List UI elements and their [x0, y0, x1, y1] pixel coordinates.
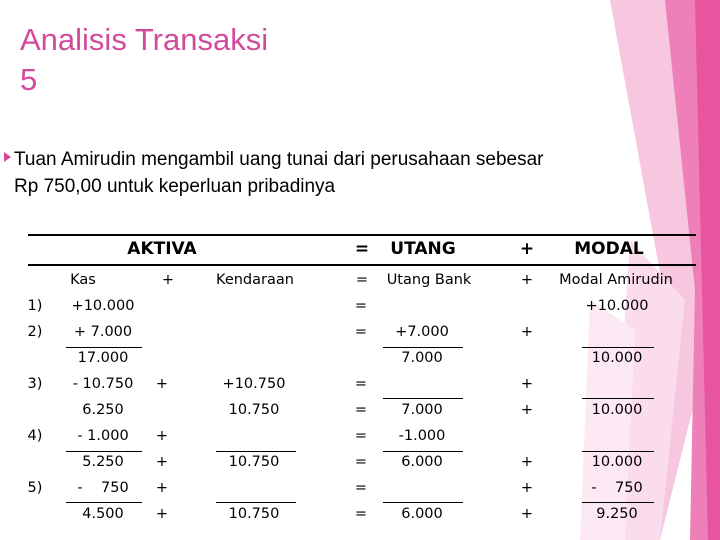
description-line2: Rp 750,00 untuk keperluan pribadinya [14, 176, 336, 197]
cell-kas: 4.500 [82, 506, 124, 522]
row-number: 4) [27, 428, 43, 444]
cell-kas: 17.000 [77, 350, 129, 366]
underline [582, 451, 654, 452]
underline [66, 502, 142, 503]
cell-kas: +10.000 [71, 298, 135, 314]
underline [582, 398, 654, 399]
row-number: 1) [27, 298, 43, 314]
row-number: 3) [27, 376, 43, 392]
cell-equals: = [354, 376, 368, 392]
cell-modal: - 750 [591, 480, 643, 496]
cell-equals: = [354, 428, 368, 444]
cell-modal: +10.000 [585, 298, 649, 314]
header-aktiva: AKTIVA [127, 239, 197, 259]
cell-utang: 6.000 [401, 454, 443, 470]
underline [66, 451, 142, 452]
underline [582, 502, 654, 503]
cell-modal: 10.000 [591, 454, 643, 470]
cell-plus-2: + [520, 376, 534, 392]
table-top-rule [28, 234, 696, 236]
subheader-utang-bank: Utang Bank [386, 272, 472, 288]
cell-plus-2: + [520, 480, 534, 496]
cell-plus-2: + [520, 402, 534, 418]
underline [216, 502, 296, 503]
cell-plus-1: + [155, 428, 169, 444]
subheader-modal-amirudin: Modal Amirudin [559, 272, 673, 288]
cell-plus-2: + [520, 506, 534, 522]
cell-kas: - 750 [77, 480, 129, 496]
cell-equals: = [354, 298, 368, 314]
slide-title [20, 20, 268, 100]
cell-plus-1: + [155, 376, 169, 392]
cell-equals: = [354, 402, 368, 418]
cell-modal: 9.250 [596, 506, 638, 522]
header-plus: + [519, 239, 535, 259]
cell-utang: 6.000 [401, 506, 443, 522]
underline [216, 451, 296, 452]
cell-kendaraan: +10.750 [222, 376, 286, 392]
cell-plus-1: + [155, 506, 169, 522]
header-equals: = [354, 239, 370, 259]
cell-equals: = [354, 324, 368, 340]
subheader-plus2: + [520, 272, 534, 288]
cell-utang: -1.000 [398, 428, 446, 444]
slide-title-line1: Analisis Transaksi [20, 22, 269, 57]
cell-utang: 7.000 [401, 350, 443, 366]
transaction-description [14, 146, 694, 200]
cell-kendaraan: 10.750 [228, 506, 280, 522]
subheader-plus1: + [161, 272, 175, 288]
cell-modal: 10.000 [591, 350, 643, 366]
cell-equals: = [354, 480, 368, 496]
cell-kas: + 7.000 [73, 324, 133, 340]
transaction-table [0, 230, 720, 540]
cell-kendaraan: 10.750 [228, 454, 280, 470]
cell-kendaraan: 10.750 [228, 402, 280, 418]
subheader-kendaraan: Kendaraan [216, 272, 294, 288]
cell-plus-1: + [155, 480, 169, 496]
header-modal: MODAL [574, 239, 644, 259]
subheader-kas: Kas [70, 272, 96, 288]
row-number: 5) [27, 480, 43, 496]
underline [383, 347, 463, 348]
cell-utang: +7.000 [395, 324, 449, 340]
cell-plus-1: + [155, 454, 169, 470]
underline [383, 451, 463, 452]
header-utang: UTANG [390, 239, 456, 259]
description-line1: Tuan Amirudin mengambil uang tunai dari perusahaan sebesar [14, 149, 544, 170]
underline [582, 347, 654, 348]
cell-equals: = [354, 454, 368, 470]
table-header-rule [28, 264, 696, 266]
cell-plus-2: + [520, 324, 534, 340]
cell-utang: 7.000 [401, 402, 443, 418]
cell-kas: - 10.750 [72, 376, 134, 392]
row-number: 2) [27, 324, 43, 340]
cell-kas: 5.250 [82, 454, 124, 470]
subheader-equals: = [355, 272, 369, 288]
bullet-arrow-icon [4, 152, 11, 162]
underline [383, 502, 463, 503]
cell-modal: 10.000 [591, 402, 643, 418]
underline [383, 398, 463, 399]
cell-equals: = [354, 506, 368, 522]
underline [66, 347, 142, 348]
cell-kas: 6.250 [82, 402, 124, 418]
slide-title-line2: 5 [20, 62, 38, 97]
cell-kas: - 1.000 [77, 428, 129, 444]
cell-plus-2: + [520, 454, 534, 470]
